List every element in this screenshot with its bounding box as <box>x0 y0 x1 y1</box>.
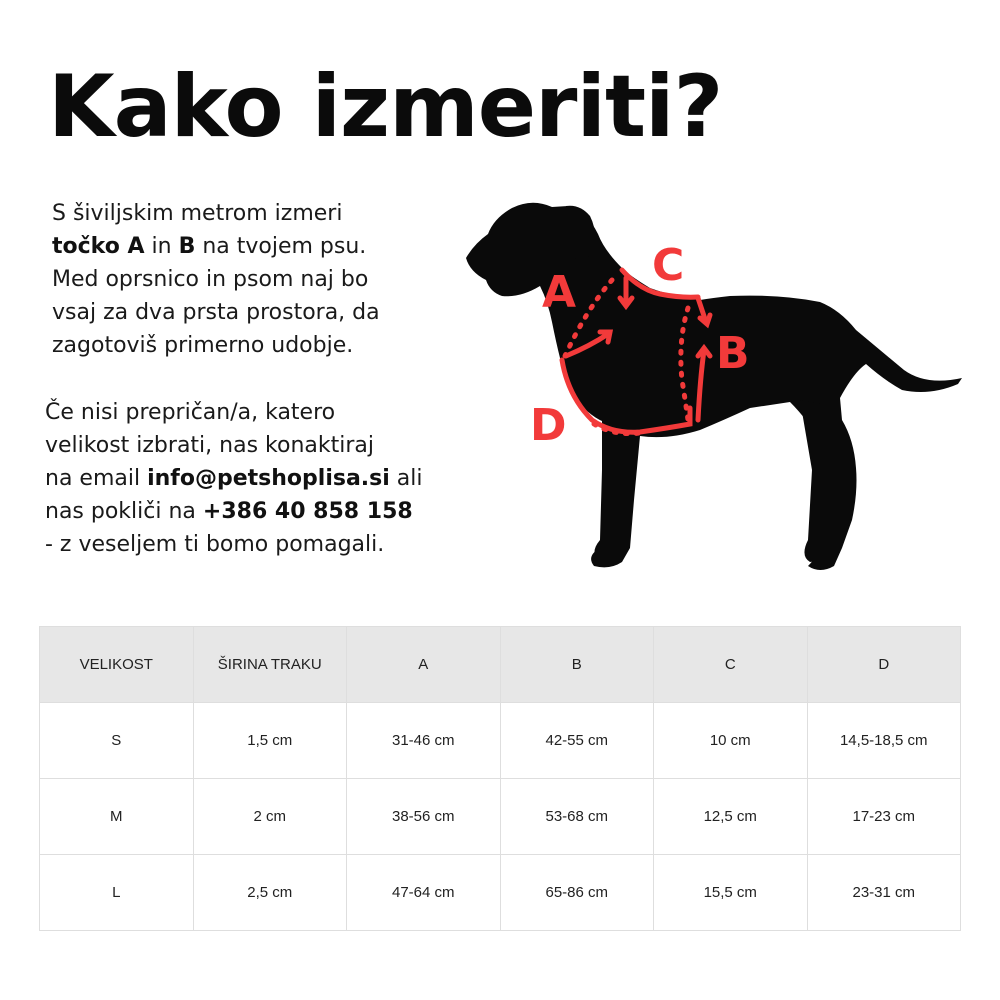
table-cell: S <box>40 703 194 779</box>
label-d: D <box>530 400 567 451</box>
table-cell: 42-55 cm <box>500 703 654 779</box>
table-cell: 53-68 cm <box>500 779 654 855</box>
table-cell: 47-64 cm <box>347 855 501 931</box>
table-cell: 38-56 cm <box>347 779 501 855</box>
header-a: A <box>347 627 501 703</box>
size-table <box>39 626 961 931</box>
point-b-text: B <box>178 234 196 259</box>
email-link[interactable]: info@petshoplisa.si <box>147 466 390 491</box>
contact-line: na email info@petshoplisa.si ali <box>45 466 423 491</box>
point-a-text: točko A <box>52 234 145 259</box>
header-d: D <box>807 627 961 703</box>
table-cell: 1,5 cm <box>193 703 347 779</box>
table-row <box>40 703 961 779</box>
page-title: Kako izmeriti? <box>48 57 723 157</box>
dog-measurement-diagram <box>458 195 968 580</box>
contact-line: velikost izbrati, nas konaktiraj <box>45 433 374 458</box>
table-cell: 31-46 cm <box>347 703 501 779</box>
label-c: C <box>652 240 685 291</box>
header-c: C <box>654 627 808 703</box>
header-velikost: VELIKOST <box>40 627 194 703</box>
table-cell: 15,5 cm <box>654 855 808 931</box>
table-cell: 10 cm <box>654 703 808 779</box>
label-b: B <box>716 328 750 379</box>
contact-line: Če nisi prepričan/a, katero <box>45 400 336 425</box>
label-a: A <box>542 267 577 318</box>
intro-line: S šiviljskim metrom izmeri <box>52 201 343 226</box>
header-sirina-traku: ŠIRINA TRAKU <box>193 627 347 703</box>
dog-silhouette <box>466 203 962 570</box>
contact-line: - z veseljem ti bomo pomagali. <box>45 532 385 557</box>
table-cell: M <box>40 779 194 855</box>
table-cell: 12,5 cm <box>654 779 808 855</box>
table-cell: 2 cm <box>193 779 347 855</box>
table-cell: 65-86 cm <box>500 855 654 931</box>
table-cell: 23-31 cm <box>807 855 961 931</box>
table-row <box>40 855 961 931</box>
table-cell: 17-23 cm <box>807 779 961 855</box>
table-cell: 2,5 cm <box>193 855 347 931</box>
intro-text <box>52 197 380 362</box>
intro-line: Med oprsnico in psom naj bo <box>52 267 369 292</box>
header-b: B <box>500 627 654 703</box>
phone-link[interactable]: +386 40 858 158 <box>202 499 413 524</box>
intro-line: zagotoviš primerno udobje. <box>52 333 354 358</box>
contact-text <box>45 396 423 561</box>
intro-line: vsaj za dva prsta prostora, da <box>52 300 380 325</box>
contact-line: nas pokliči na +386 40 858 158 <box>45 499 413 524</box>
intro-line: točko A in B na tvojem psu. <box>52 234 367 259</box>
table-cell: L <box>40 855 194 931</box>
table-cell: 14,5-18,5 cm <box>807 703 961 779</box>
table-header-row <box>40 627 961 703</box>
table-row <box>40 779 961 855</box>
